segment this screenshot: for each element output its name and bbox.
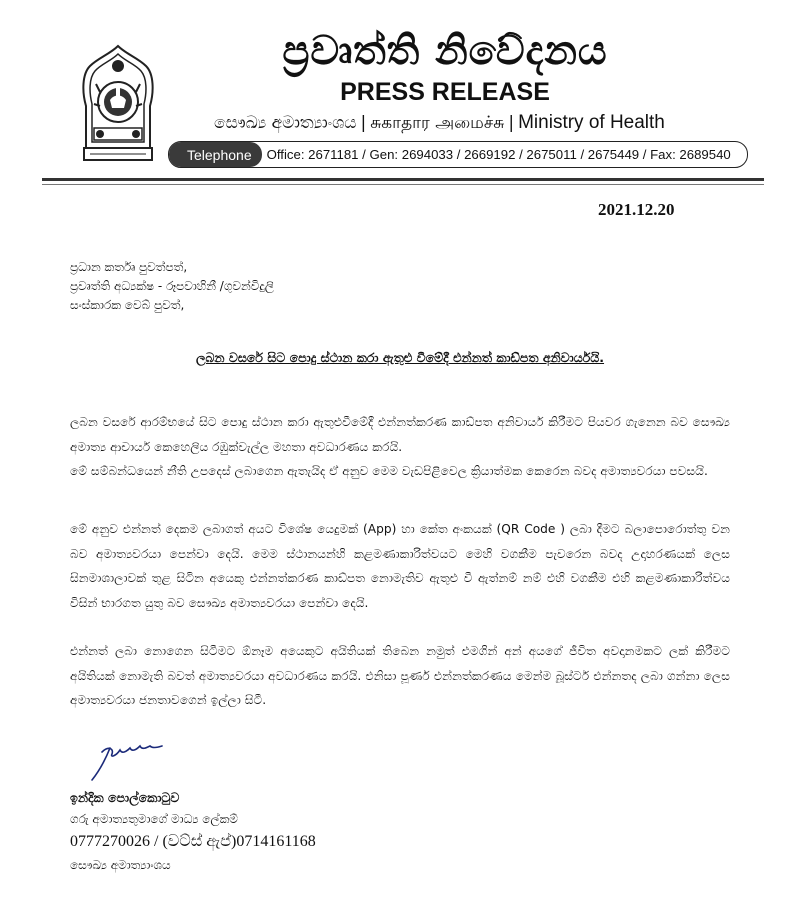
ministry-line [214, 112, 704, 135]
header-divider [42, 178, 764, 181]
body-paragraph: මේ අනුව එන්නත් දෙකම ලබාගත් අයට විශේෂ යෙදුමක් (App) හා කේත අංකයක් (QR Code ) ලබා දීමට බලාපොරොත්තු වන බව අමාත්‍යවරයා පෙන්වා දෙයි. මෙම ස්ථානයන්හි කළමණාකාරිත්වයට මෙහි වගකීම පැවරෙන බවද උදාහරණයක් ලෙස සිනමාශාලාවක් තුළ සිටින අයෙකු එන්නත්කරණ කාඩ්පත නොමැතිව ඇතුළු වී ඇත්නම් නම් එහි වගකීම එහි කළමණාකාරිත්වය විසින් භාරගත යුතු බව සෞඛ්‍ය අමාත්‍යවරයා පෙන්වා දෙයි. [70, 522, 730, 610]
address-line: ප්‍රධාන කර්තෘ පුවත්පත්, [70, 260, 188, 274]
address-line: සංස්කාරක වෙබ් පුවත්, [70, 298, 185, 312]
title-english: PRESS RELEASE [340, 78, 550, 106]
signatory-office: සෞඛ්‍ය අමාත්‍යාංශය [70, 858, 171, 872]
address-line: ප්‍රවෘත්ති අධ්‍යක්ෂ - රූපවාහිනී /ගුවන්විදුලි [70, 279, 274, 293]
release-date: 2021.12.20 [598, 200, 675, 219]
signatory-title: ගරු අමාත්‍යතුමාගේ මාධ්‍ය ලේකම් [70, 812, 238, 826]
telephone-bar [168, 141, 748, 168]
ministry-tamil: சுகாதார அமைச்சு [370, 113, 505, 133]
signatory-phone: 0777270026 / (වට්ස් ඇප්)0714161168 [70, 833, 316, 850]
address-block [70, 258, 274, 315]
body-paragraph: ලබන වසරේ ආරම්භයේ සිට පොදු ස්ථාන කරා ඇතුළුවීමේදී එන්නත්කරණ කාඩ්පත අනිවාර්ය කිරීමට පියවර ගැනෙන බව සෞඛ්‍ය අමාත්‍ය ආචාර්ය කෙහෙලිය රඹුක්වැල්ල මහතා අවධාරණය කරයි. [70, 415, 730, 454]
body-paragraph: එන්නත් ලබා නොගෙන සිටීමට ඕනෑම අයෙකුට අයිතියක් තිබෙන නමුත් එමගින් අන් අයගේ ජීවිත අවදානමකට ලක් කිරීමට අයිතියක් නොමැති බවත් අමාත්‍යවරයා අවධාරණය කරයි. එනිසා පූර්ණ එන්නත්කරණය මෙන්ම බූස්ටර් එන්නතද ලබා ගන්නා ලෙස අමාත්‍යවරයා ජනතාවගෙන් ඉල්ලා සිටී. [70, 644, 730, 707]
body-paragraph: මේ සම්බන්ධයෙන් නීති උපදෙස් ලබාගෙන ඇතැයිද ඒ අනුව මෙම වැඩපිළිවෙල ක්‍රියාත්මක කෙරෙන බවද අමාත්‍යවරයා පවසයි. [70, 464, 708, 478]
handwritten-signature [88, 736, 168, 784]
signatory-name: ඉන්දික පොල්කොටුව [70, 790, 180, 805]
telephone-label: Telephone [169, 142, 262, 167]
separator: | [360, 113, 367, 133]
header-divider-thin [42, 184, 764, 185]
ministry-english: Ministry of Health [518, 112, 665, 133]
title-sinhala: ප්‍රවෘත්ති නිවේදනය [282, 28, 608, 74]
telephone-numbers: Office: 2671181 / Gen: 2694033 / 2669192 / 2675011 / 2675449 / Fax: 2689540 [266, 147, 731, 162]
ministry-sinhala: සෞඛ්‍ය අමාත්‍යාංශය [214, 113, 357, 133]
sri-lanka-state-emblem-icon [80, 44, 156, 166]
separator: | [508, 113, 515, 133]
subject-heading: ලබන වසරේ සිට පොදු ස්ථාන කරා ඇතුළු වීමේදී එන්නත් කාඩ්පත අනිවාර්යයි. [195, 350, 605, 365]
